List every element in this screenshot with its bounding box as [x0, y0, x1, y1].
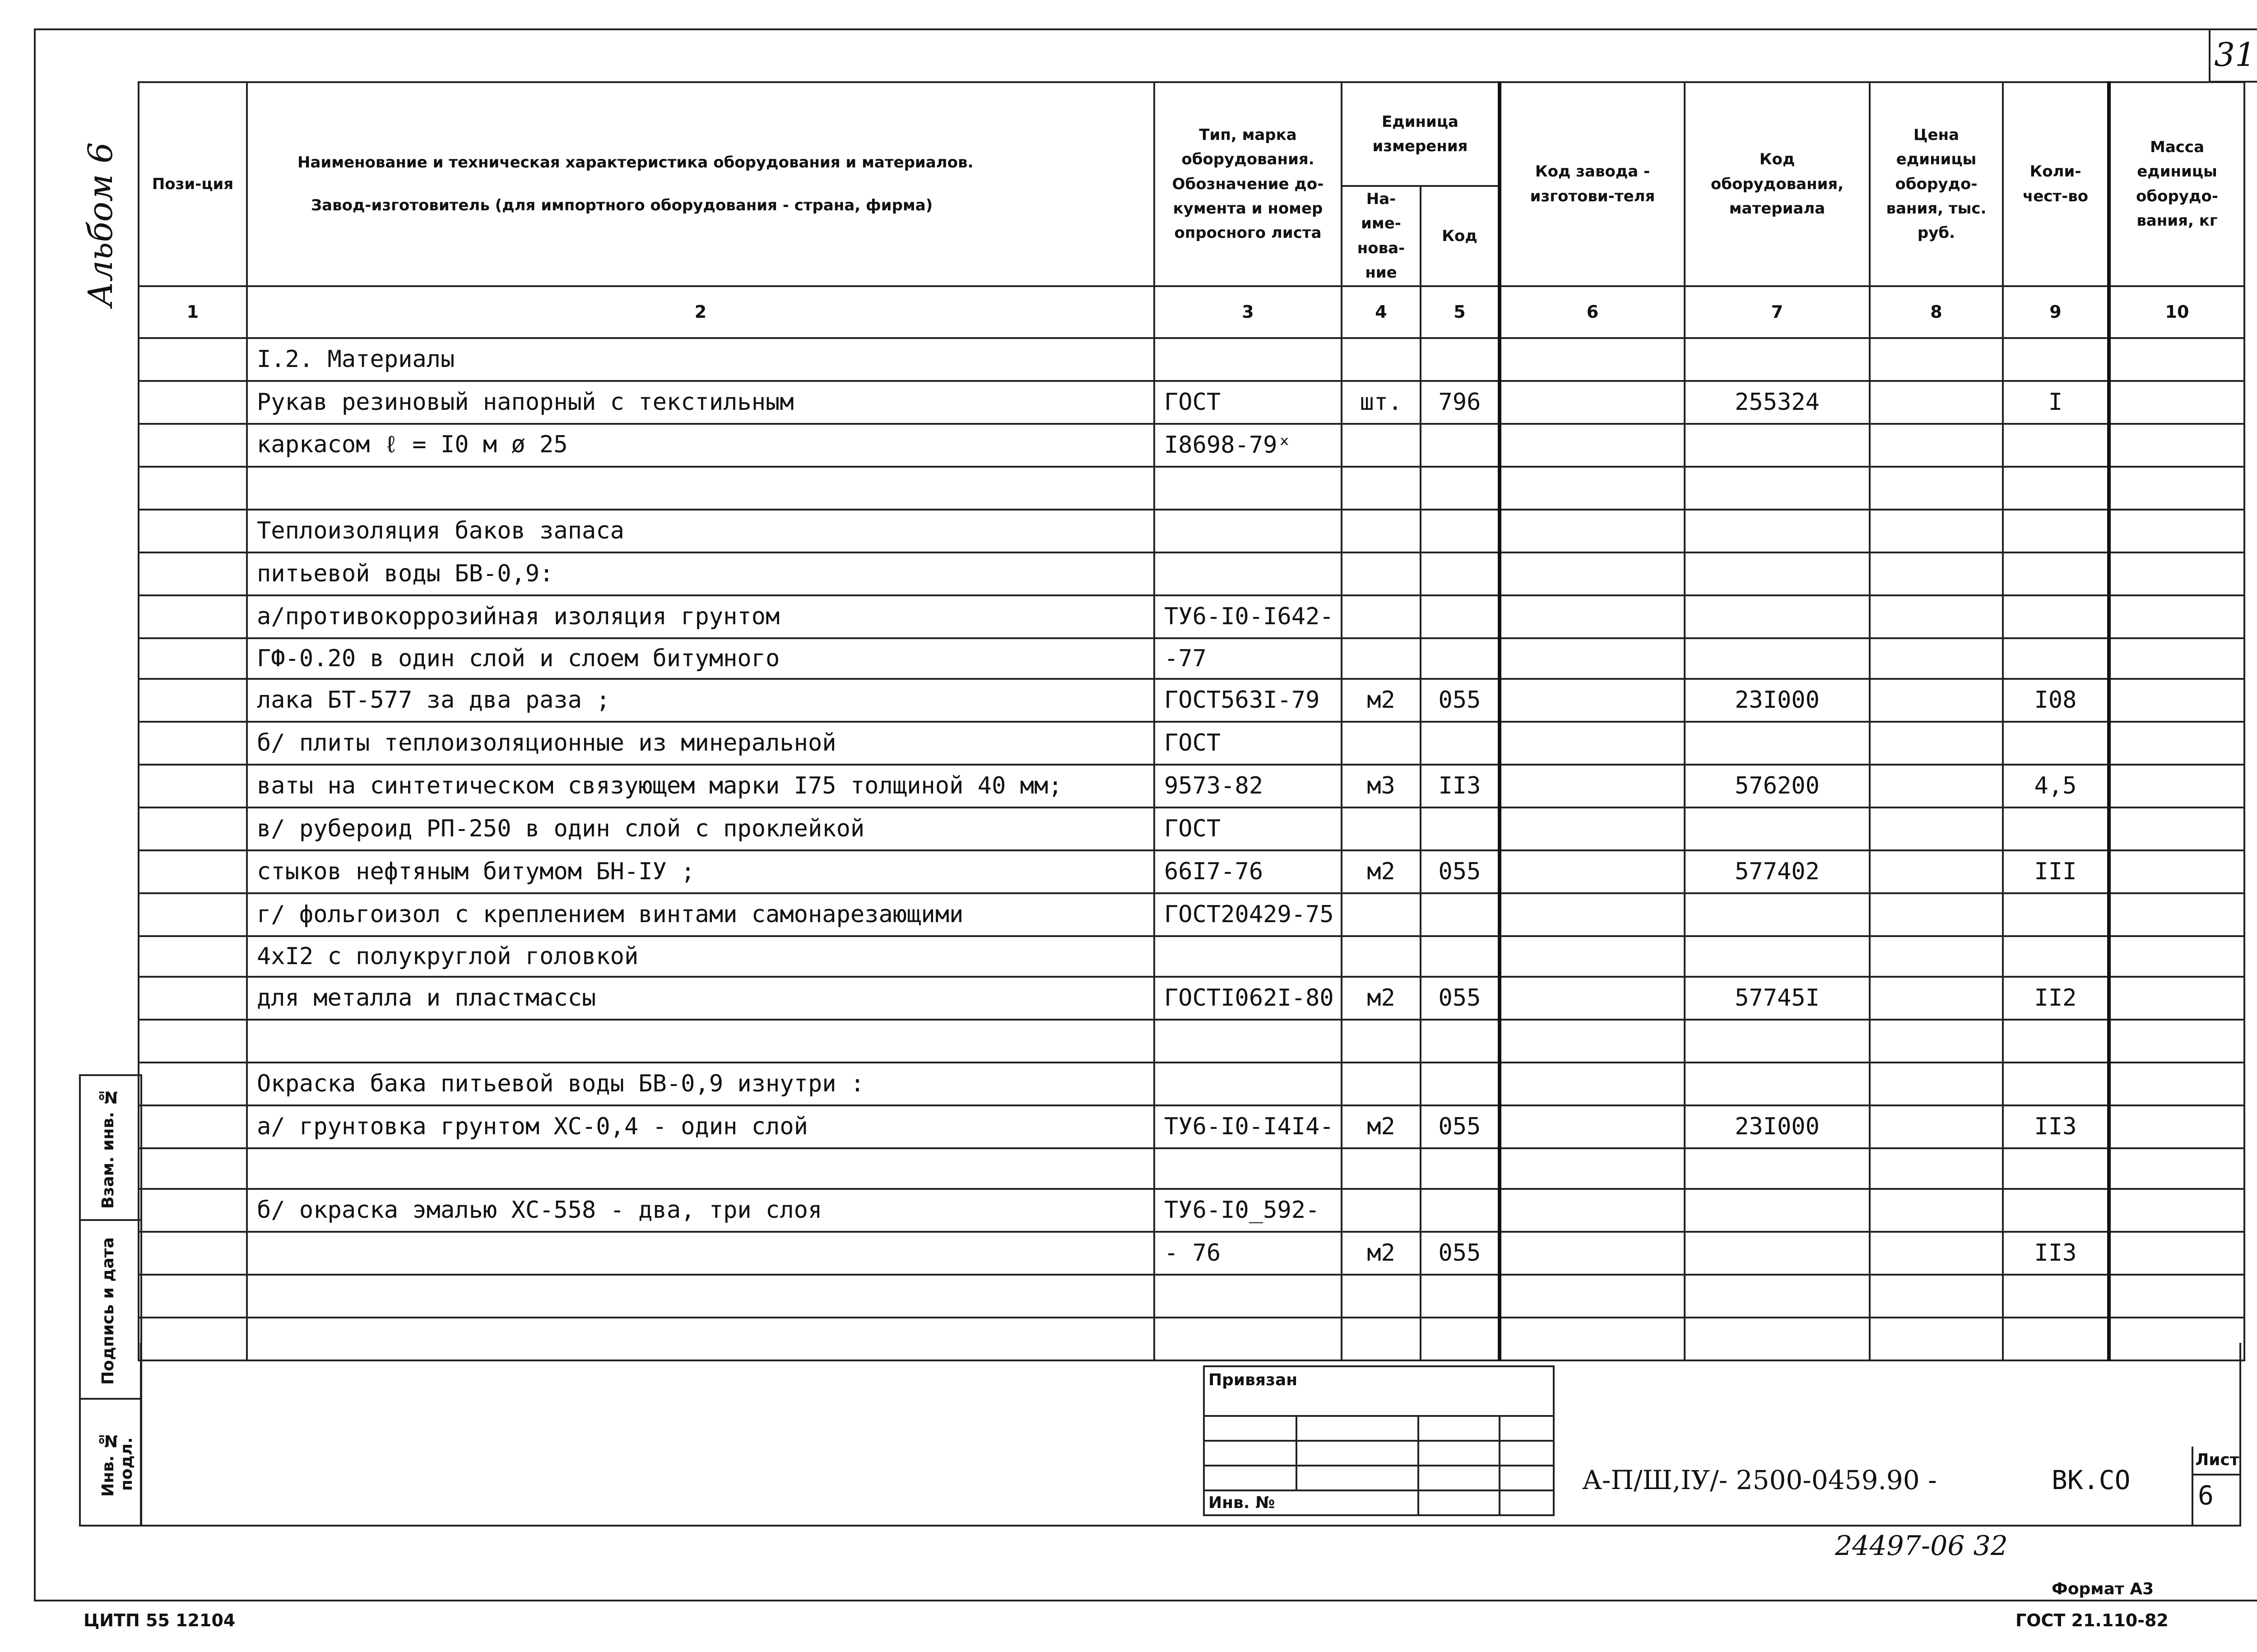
- cell-name: [247, 1020, 1154, 1063]
- table-row: [139, 977, 2244, 1020]
- side-box-inv: [79, 1398, 142, 1527]
- cell-name: б/ окраска эмалью ХС-558 - два, три слоя: [247, 1189, 1154, 1232]
- cell-type: [1154, 1148, 1342, 1189]
- cell-name: Рукав резиновый напорный с текстильным: [247, 381, 1154, 424]
- format-label: Формат А3: [2052, 1580, 2154, 1598]
- cell-position: [139, 977, 247, 1020]
- cell-mass: [2109, 381, 2244, 424]
- cell-mass: [2109, 1275, 2244, 1318]
- cell-equip: [1685, 807, 1870, 850]
- cell-position: [139, 1020, 247, 1063]
- cell-price: [1870, 893, 2003, 936]
- cell-factory: [1500, 1148, 1685, 1189]
- cell-equip: [1685, 638, 1870, 679]
- header-unit-code: Код: [1421, 186, 1500, 286]
- cell-qty: [2003, 893, 2109, 936]
- cell-qty: [2003, 1148, 2109, 1189]
- column-number-7: 7: [1685, 286, 1870, 338]
- cell-qty: II3: [2003, 1105, 2109, 1148]
- column-number-6: 6: [1500, 286, 1685, 338]
- cell-name: питьевой воды БВ-0,9:: [247, 552, 1154, 595]
- table-row: [139, 893, 2244, 936]
- cell-position: [139, 1232, 247, 1275]
- cell-unit: [1342, 722, 1421, 765]
- cell-code: [1421, 1189, 1500, 1232]
- gost-label: ГОСТ 21.110-82: [2016, 1610, 2169, 1630]
- cell-qty: II3: [2003, 1232, 2109, 1275]
- cell-code: [1421, 722, 1500, 765]
- cell-qty: [2003, 338, 2109, 381]
- cell-equip: 23I000: [1685, 679, 1870, 722]
- cell-type: 9573-82: [1154, 765, 1342, 807]
- cell-mass: [2109, 1105, 2244, 1148]
- cell-type: [1154, 467, 1342, 510]
- header-position: Пози-ция: [139, 82, 247, 286]
- cell-qty: I08: [2003, 679, 2109, 722]
- cell-price: [1870, 936, 2003, 977]
- cell-unit: [1342, 1275, 1421, 1318]
- column-number-1: 1: [139, 286, 247, 338]
- cell-factory: [1500, 679, 1685, 722]
- cell-unit: м2: [1342, 850, 1421, 893]
- cell-factory: [1500, 1275, 1685, 1318]
- cell-code: 796: [1421, 381, 1500, 424]
- cell-name: а/ грунтовка грунтом ХС-0,4 - один слой: [247, 1105, 1154, 1148]
- table-row: [139, 850, 2244, 893]
- header-name: [247, 82, 1154, 286]
- cell-position: [139, 1105, 247, 1148]
- cell-qty: [2003, 552, 2109, 595]
- cell-equip: [1685, 595, 1870, 638]
- cell-mass: [2109, 1020, 2244, 1063]
- cell-code: [1421, 936, 1500, 977]
- cell-code: [1421, 1148, 1500, 1189]
- cell-equip: [1685, 510, 1870, 552]
- table-row: [139, 722, 2244, 765]
- cell-code: [1421, 467, 1500, 510]
- cell-name: б/ плиты теплоизоляционные из минеральной: [247, 722, 1154, 765]
- side-label-podpis: Подпись и дата: [99, 1237, 117, 1385]
- cell-code: [1421, 1275, 1500, 1318]
- cell-equip: 57745I: [1685, 977, 1870, 1020]
- table-row: [139, 1148, 2244, 1189]
- cell-price: [1870, 381, 2003, 424]
- cell-type: [1154, 1275, 1342, 1318]
- cell-unit: [1342, 552, 1421, 595]
- cell-type: [1154, 936, 1342, 977]
- cell-factory: [1500, 977, 1685, 1020]
- cell-factory: [1500, 381, 1685, 424]
- cell-qty: [2003, 510, 2109, 552]
- cell-price: [1870, 1105, 2003, 1148]
- cell-position: [139, 381, 247, 424]
- cell-price: [1870, 765, 2003, 807]
- cell-qty: [2003, 722, 2109, 765]
- cell-code: [1421, 338, 1500, 381]
- cell-code: [1421, 510, 1500, 552]
- cell-position: [139, 1148, 247, 1189]
- cell-factory: [1500, 424, 1685, 467]
- table-row: [139, 679, 2244, 722]
- cell-position: [139, 552, 247, 595]
- cell-price: [1870, 807, 2003, 850]
- column-number-5: 5: [1421, 286, 1500, 338]
- cell-unit: [1342, 424, 1421, 467]
- cell-price: [1870, 850, 2003, 893]
- cell-equip: 577402: [1685, 850, 1870, 893]
- cell-position: [139, 1063, 247, 1105]
- cell-position: [139, 722, 247, 765]
- cell-mass: [2109, 977, 2244, 1020]
- table-row: [139, 1020, 2244, 1063]
- cell-code: [1421, 807, 1500, 850]
- cell-factory: [1500, 850, 1685, 893]
- header-mass: Масса единицы оборудо-вания, кг: [2109, 82, 2244, 286]
- cell-unit: [1342, 936, 1421, 977]
- cell-mass: [2109, 722, 2244, 765]
- cell-equip: [1685, 1232, 1870, 1275]
- bottom-number: 24497-06 32: [1835, 1530, 2008, 1562]
- cell-qty: 4,5: [2003, 765, 2109, 807]
- table-row: [139, 1063, 2244, 1105]
- cell-price: [1870, 467, 2003, 510]
- cell-equip: [1685, 1020, 1870, 1063]
- cell-name: ваты на синтетическом связующем марки I75 толщиной 40 мм;: [247, 765, 1154, 807]
- cell-mass: [2109, 1232, 2244, 1275]
- header-unit-group: Единица измерения: [1342, 82, 1500, 186]
- table-row: [139, 765, 2244, 807]
- cell-qty: III: [2003, 850, 2109, 893]
- cell-factory: [1500, 595, 1685, 638]
- cell-code: [1421, 638, 1500, 679]
- cell-mass: [2109, 850, 2244, 893]
- cell-qty: [2003, 1063, 2109, 1105]
- cell-unit: [1342, 1189, 1421, 1232]
- cell-price: [1870, 1148, 2003, 1189]
- cell-qty: [2003, 1275, 2109, 1318]
- cell-factory: [1500, 1063, 1685, 1105]
- cell-name: [247, 1232, 1154, 1275]
- column-number-9: 9: [2003, 286, 2109, 338]
- cell-position: [139, 510, 247, 552]
- cell-equip: [1685, 338, 1870, 381]
- table-row: [139, 638, 2244, 679]
- cell-type: - 76: [1154, 1232, 1342, 1275]
- cell-qty: [2003, 595, 2109, 638]
- cell-name: каркасом ℓ = I0 м ø 25: [247, 424, 1154, 467]
- cell-unit: м2: [1342, 679, 1421, 722]
- table-row: [139, 338, 2244, 381]
- cell-position: [139, 338, 247, 381]
- cell-mass: [2109, 679, 2244, 722]
- cell-position: [139, 638, 247, 679]
- cell-type: 66I7-76: [1154, 850, 1342, 893]
- column-number-4: 4: [1342, 286, 1421, 338]
- cell-qty: [2003, 1020, 2109, 1063]
- cell-code: [1421, 1020, 1500, 1063]
- cell-position: [139, 765, 247, 807]
- cell-factory: [1500, 807, 1685, 850]
- cell-mass: [2109, 595, 2244, 638]
- header-name-line2: Завод-изготовитель (для импортного оборудования - страна, фирма): [311, 196, 933, 214]
- cell-equip: [1685, 552, 1870, 595]
- header-quantity: Коли-чест-во: [2003, 82, 2109, 286]
- cell-position: [139, 679, 247, 722]
- column-number-2: 2: [247, 286, 1154, 338]
- cell-name: I.2. Материалы: [247, 338, 1154, 381]
- cell-unit: шт.: [1342, 381, 1421, 424]
- cell-position: [139, 424, 247, 467]
- stamp-doc-code: ВК.СО: [2052, 1465, 2131, 1495]
- header-type: Тип, марка оборудования. Обозначение до-кумента и номер опросного листа: [1154, 82, 1342, 286]
- cell-price: [1870, 1275, 2003, 1318]
- cell-unit: [1342, 595, 1421, 638]
- specification-table: [138, 81, 2245, 1361]
- side-box-vzam: [79, 1074, 142, 1221]
- cell-qty: [2003, 638, 2109, 679]
- cell-equip: [1685, 467, 1870, 510]
- table-row: [139, 936, 2244, 977]
- binding-stamp: [1203, 1365, 1555, 1516]
- column-number-8: 8: [1870, 286, 2003, 338]
- header-price: Цена единицы оборудо-вания, тыс. руб.: [1870, 82, 2003, 286]
- stamp-privyazan: Привязан: [1204, 1366, 1554, 1416]
- cell-unit: [1342, 1148, 1421, 1189]
- cell-factory: [1500, 638, 1685, 679]
- cell-price: [1870, 1189, 2003, 1232]
- cell-name: 4хI2 с полукруглой головкой: [247, 936, 1154, 977]
- cell-price: [1870, 1063, 2003, 1105]
- cell-type: I8698-79ˣ: [1154, 424, 1342, 467]
- cell-factory: [1500, 467, 1685, 510]
- cell-factory: [1500, 1189, 1685, 1232]
- cell-mass: [2109, 1189, 2244, 1232]
- cell-factory: [1500, 765, 1685, 807]
- header-name-line1: Наименование и техническая характеристика оборудования и материалов.: [297, 153, 974, 172]
- cell-type: ГОСТ: [1154, 381, 1342, 424]
- stamp-inv-no: Инв. №: [1204, 1490, 1418, 1515]
- cell-unit: м3: [1342, 765, 1421, 807]
- cell-qty: [2003, 807, 2109, 850]
- cell-price: [1870, 1020, 2003, 1063]
- header-equipment-code: Код оборудования, материала: [1685, 82, 1870, 286]
- cell-equip: [1685, 1148, 1870, 1189]
- cell-name: для металла и пластмассы: [247, 977, 1154, 1020]
- cell-factory: [1500, 893, 1685, 936]
- cell-name: [247, 467, 1154, 510]
- cell-type: [1154, 510, 1342, 552]
- cell-mass: [2109, 510, 2244, 552]
- cell-name: а/противокоррозийная изоляция грунтом: [247, 595, 1154, 638]
- cell-equip: [1685, 1275, 1870, 1318]
- cell-unit: [1342, 638, 1421, 679]
- column-number-10: 10: [2109, 286, 2244, 338]
- cell-position: [139, 850, 247, 893]
- cell-mass: [2109, 1063, 2244, 1105]
- cell-mass: [2109, 765, 2244, 807]
- cell-equip: 576200: [1685, 765, 1870, 807]
- cell-factory: [1500, 936, 1685, 977]
- cell-type: ГОСТ: [1154, 807, 1342, 850]
- cell-code: [1421, 595, 1500, 638]
- cell-name: ГФ-0.20 в один слой и слоем битумного: [247, 638, 1154, 679]
- table-row: [139, 381, 2244, 424]
- cell-factory: [1500, 1232, 1685, 1275]
- cell-price: [1870, 1232, 2003, 1275]
- cell-code: 055: [1421, 679, 1500, 722]
- cell-mass: [2109, 807, 2244, 850]
- cell-price: [1870, 424, 2003, 467]
- cell-equip: 23I000: [1685, 1105, 1870, 1148]
- cell-equip: [1685, 1189, 1870, 1232]
- table-row: [139, 510, 2244, 552]
- cell-name: г/ фольгоизол с креплением винтами самонарезающими: [247, 893, 1154, 936]
- cell-type: [1154, 1020, 1342, 1063]
- cell-mass: [2109, 638, 2244, 679]
- cell-qty: [2003, 1189, 2109, 1232]
- cell-mass: [2109, 1148, 2244, 1189]
- cell-mass: [2109, 893, 2244, 936]
- cell-code: 055: [1421, 1232, 1500, 1275]
- cell-position: [139, 1275, 247, 1318]
- cell-price: [1870, 510, 2003, 552]
- header-unit-name: На-име-нова-ние: [1342, 186, 1421, 286]
- cell-code: [1421, 893, 1500, 936]
- cell-type: [1154, 552, 1342, 595]
- album-label: Альбом 6: [81, 142, 120, 307]
- cell-code: [1421, 552, 1500, 595]
- cell-equip: [1685, 424, 1870, 467]
- cell-type: [1154, 1063, 1342, 1105]
- header-factory-code: Код завода - изготови-теля: [1500, 82, 1685, 286]
- cell-unit: [1342, 510, 1421, 552]
- cell-factory: [1500, 1020, 1685, 1063]
- cell-name: [247, 1148, 1154, 1189]
- cell-type: -77: [1154, 638, 1342, 679]
- cell-name: Окраска бака питьевой воды БВ-0,9 изнутри :: [247, 1063, 1154, 1105]
- table-row: [139, 1105, 2244, 1148]
- ctp-label: ЦИТП 55 12104: [84, 1610, 236, 1630]
- cell-name: Теплоизоляция баков запаса: [247, 510, 1154, 552]
- cell-price: [1870, 679, 2003, 722]
- cell-type: ГОСТ563I-79: [1154, 679, 1342, 722]
- cell-factory: [1500, 722, 1685, 765]
- table-row: [139, 552, 2244, 595]
- cell-position: [139, 1189, 247, 1232]
- cell-equip: [1685, 1063, 1870, 1105]
- table-row: [139, 595, 2244, 638]
- cell-price: [1870, 552, 2003, 595]
- cell-factory: [1500, 510, 1685, 552]
- side-label-vzam: Взам. инв. №: [99, 1087, 117, 1209]
- cell-qty: [2003, 467, 2109, 510]
- cell-position: [139, 936, 247, 977]
- cell-equip: 255324: [1685, 381, 1870, 424]
- list-box: [2192, 1447, 2241, 1527]
- cell-unit: м2: [1342, 977, 1421, 1020]
- cell-type: ТУ6-I0-I642-: [1154, 595, 1342, 638]
- cell-name: в/ рубероид РП-250 в один слой с проклейкой: [247, 807, 1154, 850]
- table-row: [139, 1189, 2244, 1232]
- cell-type: ГОСТ: [1154, 722, 1342, 765]
- cell-position: [139, 467, 247, 510]
- cell-mass: [2109, 936, 2244, 977]
- cell-position: [139, 807, 247, 850]
- cell-unit: [1342, 467, 1421, 510]
- cell-code: 055: [1421, 977, 1500, 1020]
- cell-equip: [1685, 936, 1870, 977]
- table-row: [139, 1232, 2244, 1275]
- column-number-3: 3: [1154, 286, 1342, 338]
- side-label-inv: Инв. № подл.: [99, 1431, 136, 1497]
- side-box-podpis: [79, 1219, 142, 1400]
- cell-equip: [1685, 893, 1870, 936]
- cell-position: [139, 595, 247, 638]
- sheet-corner-number: 31: [2209, 28, 2257, 83]
- cell-name: лака БТ-577 за два раза ;: [247, 679, 1154, 722]
- cell-name: [247, 1275, 1154, 1318]
- cell-factory: [1500, 552, 1685, 595]
- cell-price: [1870, 977, 2003, 1020]
- cell-qty: [2003, 936, 2109, 977]
- cell-mass: [2109, 424, 2244, 467]
- cell-type: ГОСТ20429-75: [1154, 893, 1342, 936]
- cell-factory: [1500, 338, 1685, 381]
- table-row: [139, 467, 2244, 510]
- table-row: [139, 807, 2244, 850]
- cell-code: 055: [1421, 850, 1500, 893]
- list-label: Лист: [2193, 1447, 2241, 1476]
- table-row: [139, 424, 2244, 467]
- cell-unit: [1342, 807, 1421, 850]
- cell-type: ГОСТI062I-80: [1154, 977, 1342, 1020]
- cell-unit: м2: [1342, 1232, 1421, 1275]
- list-value: 6: [2198, 1480, 2214, 1511]
- cell-type: ТУ6-I0_592-: [1154, 1189, 1342, 1232]
- cell-type: ТУ6-I0-I4I4-: [1154, 1105, 1342, 1148]
- cell-price: [1870, 638, 2003, 679]
- cell-unit: [1342, 1063, 1421, 1105]
- cell-unit: м2: [1342, 1105, 1421, 1148]
- cell-unit: [1342, 893, 1421, 936]
- cell-code: 055: [1421, 1105, 1500, 1148]
- stamp-designation: А-П/Ш,IУ/- 2500-0459.90 -: [1582, 1465, 1937, 1495]
- cell-price: [1870, 338, 2003, 381]
- table-row: [139, 1275, 2244, 1318]
- cell-qty: [2003, 424, 2109, 467]
- cell-qty: II2: [2003, 977, 2109, 1020]
- cell-price: [1870, 595, 2003, 638]
- cell-qty: I: [2003, 381, 2109, 424]
- cell-code: [1421, 424, 1500, 467]
- cell-position: [139, 893, 247, 936]
- cell-mass: [2109, 467, 2244, 510]
- cell-mass: [2109, 338, 2244, 381]
- cell-code: II3: [1421, 765, 1500, 807]
- cell-mass: [2109, 552, 2244, 595]
- cell-unit: [1342, 1020, 1421, 1063]
- cell-equip: [1685, 722, 1870, 765]
- cell-type: [1154, 338, 1342, 381]
- cell-unit: [1342, 338, 1421, 381]
- cell-code: [1421, 1063, 1500, 1105]
- cell-price: [1870, 722, 2003, 765]
- title-block: [140, 1343, 2241, 1527]
- cell-name: стыков нефтяным битумом БН-IУ ;: [247, 850, 1154, 893]
- cell-factory: [1500, 1105, 1685, 1148]
